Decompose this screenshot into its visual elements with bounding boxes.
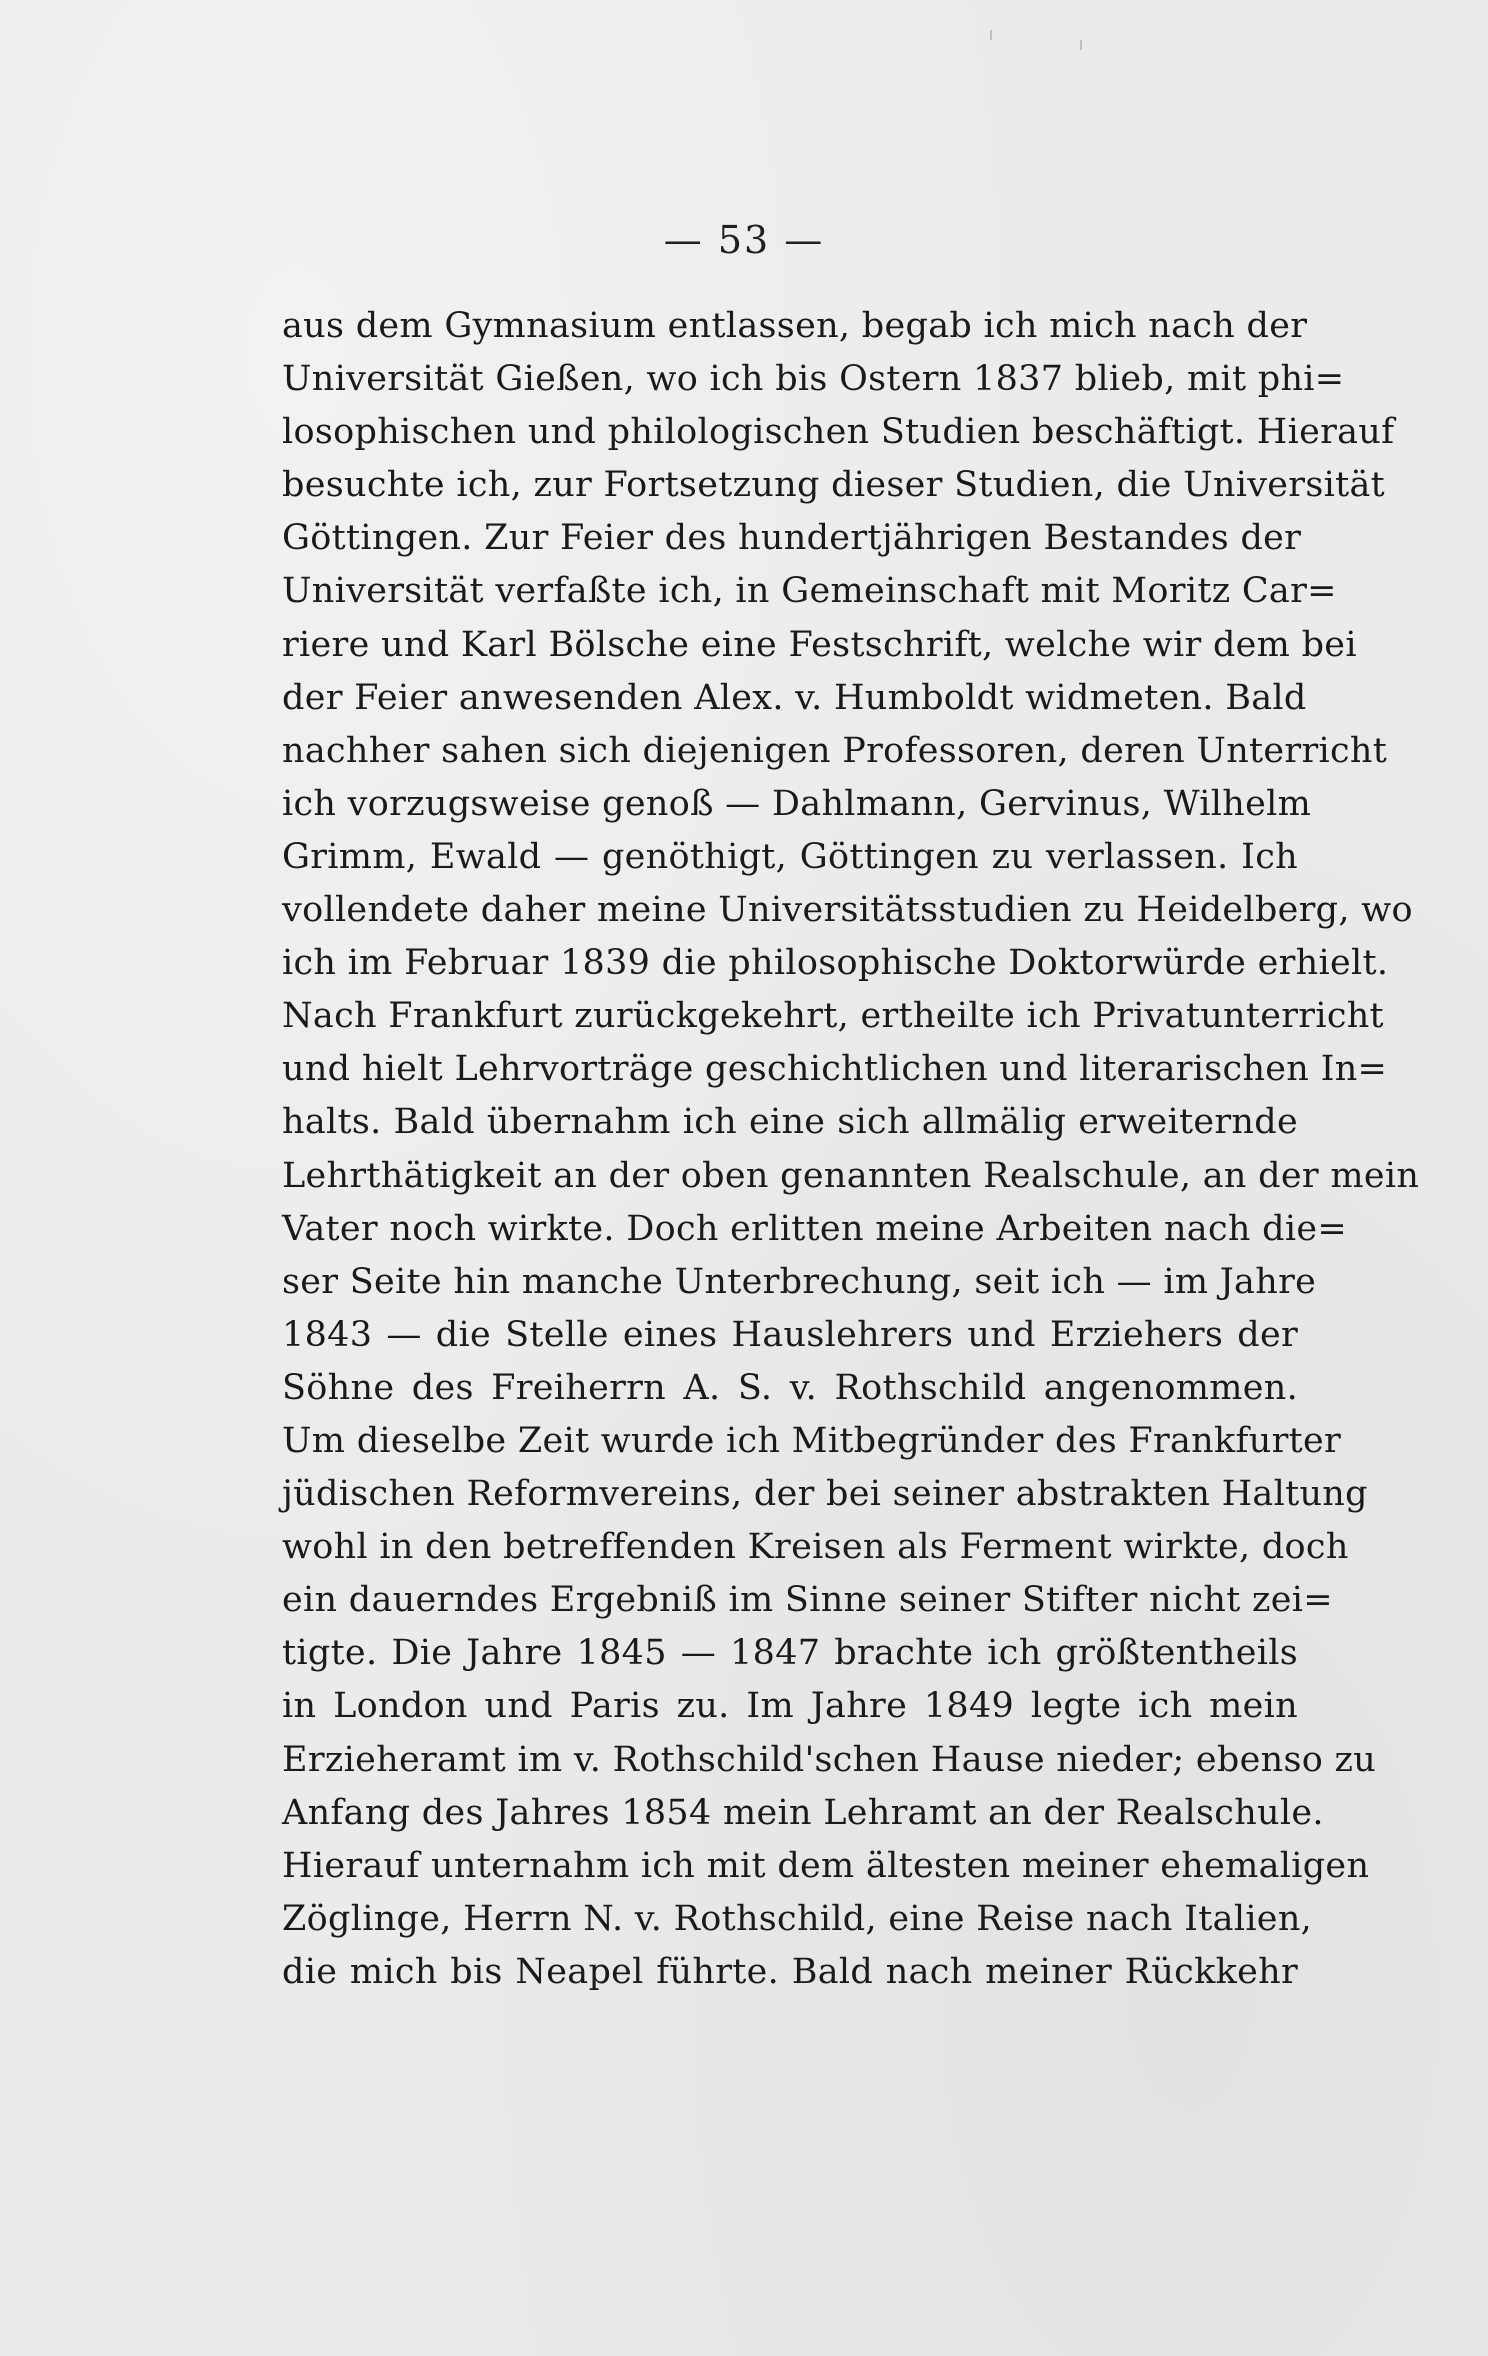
text-line: Anfang des Jahres 1854 mein Lehramt an der Realschule.	[282, 1792, 1324, 1833]
text-line: 1843 — die Stelle eines Hauslehrers und Erziehers der	[282, 1314, 1298, 1355]
text-line: und hielt Lehrvorträge geschichtlichen und literarischen In=	[282, 1049, 1388, 1090]
text-line: halts. Bald übernahm ich eine sich allmälig erweiternde	[282, 1102, 1298, 1143]
paper-speck	[1080, 40, 1082, 50]
text-line: aus dem Gymnasium entlassen, begab ich mich nach der	[282, 306, 1308, 346]
text-line: ich im Februar 1839 die philosophische Doktorwürde erhielt.	[282, 943, 1389, 984]
text-line: losophischen und philologischen Studien beschäftigt. Hierauf	[282, 412, 1395, 453]
page-number: — 53 —	[663, 218, 825, 262]
text-line: Grimm, Ewald — genöthigt, Göttingen zu verlassen. Ich	[282, 836, 1298, 877]
text-line: Lehrthätigkeit an der oben genannten Realschule, an der mein	[282, 1155, 1420, 1196]
text-line: besuchte ich, zur Fortsetzung dieser Studien, die Universität	[282, 465, 1385, 506]
text-line: Universität Gießen, wo ich bis Ostern 1837 blieb, mit phi=	[282, 359, 1345, 400]
text-line: Söhne des Freiherrn A. S. v. Rothschild angenommen.	[282, 1367, 1298, 1408]
text-line: Göttingen. Zur Feier des hundertjährigen Bestandes der	[282, 518, 1302, 559]
text-line: Vater noch wirkte. Doch erlitten meine Arbeiten nach die=	[282, 1208, 1347, 1249]
text-line: nachher sahen sich diejenigen Professoren, deren Unterricht	[282, 730, 1388, 771]
text-line: in London und Paris zu. Im Jahre 1849 legte ich mein	[282, 1686, 1298, 1727]
text-line: Hierauf unternahm ich mit dem ältesten meiner ehemaligen	[282, 1845, 1370, 1886]
text-line: wohl in den betreffenden Kreisen als Ferment wirkte, doch	[282, 1527, 1349, 1568]
text-line: Zöglinge, Herrn N. v. Rothschild, eine Reise nach Italien,	[282, 1898, 1313, 1939]
text-line: tigte. Die Jahre 1845 — 1847 brachte ich größtentheils	[282, 1633, 1298, 1674]
body-text	[282, 300, 1420, 1999]
paper-speck	[990, 30, 992, 40]
text-line: vollendete daher meine Universitätsstudien zu Heidelberg, wo	[282, 890, 1413, 931]
text-line: Erzieheramt im v. Rothschild'schen Hause nieder; ebenso zu	[282, 1739, 1377, 1780]
text-line: Um dieselbe Zeit wurde ich Mitbegründer des Frankfurter	[282, 1420, 1342, 1461]
text-line: ser Seite hin manche Unterbrechung, seit ich — im Jahre	[282, 1261, 1317, 1302]
text-line: die mich bis Neapel führte. Bald nach meiner Rückkehr	[282, 1951, 1298, 1992]
text-line: riere und Karl Bölsche eine Festschrift, welche wir dem bei	[282, 624, 1357, 665]
text-line: ein dauerndes Ergebniß im Sinne seiner Stifter nicht zei=	[282, 1580, 1333, 1621]
text-line: Universität verfaßte ich, in Gemeinschaft mit Moritz Car=	[282, 571, 1337, 612]
text-line: der Feier anwesenden Alex. v. Humboldt widmeten. Bald	[282, 677, 1307, 718]
text-line: ich vorzugsweise genoß — Dahlmann, Gervinus, Wilhelm	[282, 783, 1312, 824]
text-line: Nach Frankfurt zurückgekehrt, ertheilte ich Privatunterricht	[282, 996, 1384, 1037]
text-line: jüdischen Reformvereins, der bei seiner abstrakten Haltung	[282, 1474, 1368, 1515]
